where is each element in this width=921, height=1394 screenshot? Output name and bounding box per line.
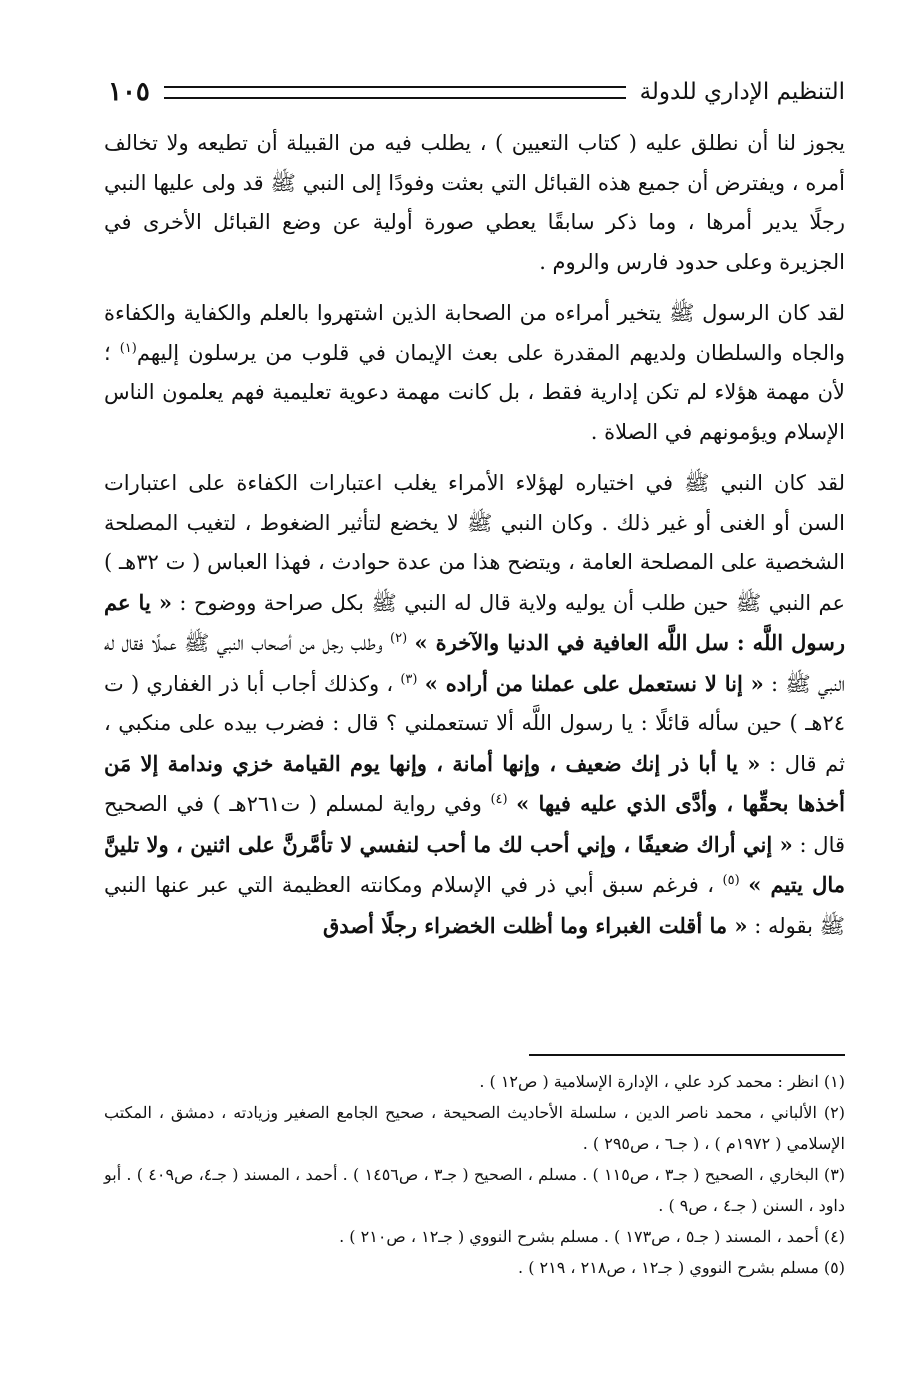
paragraph-2-text-b: ؛ لأن مهمة هؤلاء لم تكن إدارية فقط ، بل كانت مهمة دعوية تعليمية فهم يعلمون الناس الإسلام ويؤمونهم في الصلاة . — [104, 340, 845, 444]
running-header — [108, 70, 845, 114]
footnote-4: (٤) أحمد ، المسند ( جـ٥ ، ص١٧٣ ) . مسلم بشرح النووي ( جـ١٢ ، ص٢١٠ ) . — [339, 1227, 845, 1246]
paragraph-2 — [104, 294, 845, 452]
paragraph-1: يجوز لنا أن نطلق عليه ( كتاب التعيين ) ، يطلب فيه من القبيلة أن تطيعه ولا تخالف أمره ، ويفترض أن جميع هذه القبائل التي بعثت وفودًا إلى النبي ﷺ قد ولى عليها النبي رجلًا يدير أمرها ، وما ذكر سابقًا يعطي صورة أولية عن وضع القبائل الأخرى في الجزيرة وعلى حدود فارس والروم . — [104, 131, 845, 274]
hadith-quote-5: « ما أقلت الغبراء وما أظلت الخضراء رجلًا أصدق — [323, 912, 748, 938]
paragraph-3-text-a: لقد كان النبي ﷺ في اختياره لهؤلاء الأمراء يغلب اعتبارات الكفاءة على اعتبارات السن أو الغنى أو غير ذلك . وكان النبي ﷺ لا يخضع لتأثير الضغوط ، لتغيب المصلحة الشخصية على المصلحة العامة ، ويتضح هذا من عدة حوادث ، فهذا العباس ( ت ٣٢هـ ) عم النبي ﷺ حين طلب أن يوليه ولاية قال له النبي ﷺ بكل صراحة ووضوح : — [104, 471, 845, 615]
paragraph-2-text-a: لقد كان الرسول ﷺ يتخير أمراءه من الصحابة الذين اشتهروا بالعلم والكفاية والكفاءة والجاه والسلطان ولديهم المقدرة على بعث الإيمان في قلوب من يرسلون إليهم — [104, 301, 845, 365]
footnote-1: (١) انظر : محمد كرد علي ، الإدارة الإسلامية ( ص١٢ ) . — [479, 1072, 845, 1091]
header-double-rule — [164, 86, 626, 99]
running-title: التنظيم الإداري للدولة — [639, 79, 845, 105]
paragraph-3-text-c: ، وكذلك أجاب أبا ذر الغفاري ( ت ٢٤هـ ) حين سأله قائلًا : يا رسول اللَّه ألا تستعملني ؟ قال : فضرب بيده على منكبي ، ثم قال : — [104, 671, 845, 776]
footnote-separator — [529, 1054, 845, 1056]
paragraph-3 — [104, 464, 845, 946]
paragraph-3-text-d: وفي رواية لمسلم ( ت٢٦١هـ ) في الصحيح قال : — [104, 792, 846, 857]
paragraph-3-text-e: ، فرغم سبق أبي ذر في الإسلام ومكانته العظيمة التي عبر عنها النبي ﷺ بقوله : — [104, 873, 845, 938]
footnote-ref-2: (٢) — [390, 631, 408, 646]
footnote-ref-1: (١) — [119, 340, 137, 356]
hadith-quote-3: « يا أبا ذر إنك ضعيف ، وإنها أمانة ، وإنها يوم القيامة خزي وندامة إلا مَن أخذها بحقِّها ، وأدَّى الذي عليه فيها » — [104, 750, 845, 816]
paragraph-3-text-b: وطلب رجل من أصحاب النبي ﷺ عملًا فقال له النبي ﷺ : — [104, 631, 845, 696]
hadith-quote-1: « يا عم رسول اللَّه : سل اللَّه العافية في الدنيا والآخرة » — [104, 589, 845, 655]
footnote-ref-5: (٥) — [722, 873, 740, 888]
footnotes — [104, 1066, 845, 1283]
footnote-5: (٥) مسلم بشرح النووي ( جـ١٢ ، ص٢١٨ ، ٢١٩ ) . — [518, 1258, 845, 1277]
footnote-2: (٢) الألباني ، محمد ناصر الدين ، سلسلة الأحاديث الصحيحة ، صحيح الجامع الصغير وزيادته ، دمشق ، المكتب الإسلامي ( ١٩٧٢م ) ، ( جـ٦ ، ص٢٩٥ ) . — [104, 1103, 845, 1153]
main-text — [104, 124, 845, 958]
footnote-ref-4: (٤) — [490, 792, 508, 807]
footnote-ref-3: (٣) — [400, 671, 418, 687]
page-number: ١٠٥ — [108, 77, 150, 107]
hadith-quote-4: « إني أراك ضعيفًا ، وإني أحب لك ما أحب لنفسي لا تأمَّرنَّ على اثنين ، ولا تلينَّ مال يتيم » — [104, 831, 845, 897]
footnote-3: (٣) البخاري ، الصحيح ( جـ٣ ، ص١١٥ ) . مسلم ، الصحيح ( جـ٣ ، ص١٤٥٦ ) . أحمد ، المسند ( جـ٤، ص٤٠٩ ) . أبو داود ، السنن ( جـ٤ ، ص٩ ) . — [104, 1165, 846, 1215]
hadith-quote-2: « إنا لا نستعمل على عملنا من أراده » — [424, 670, 764, 696]
